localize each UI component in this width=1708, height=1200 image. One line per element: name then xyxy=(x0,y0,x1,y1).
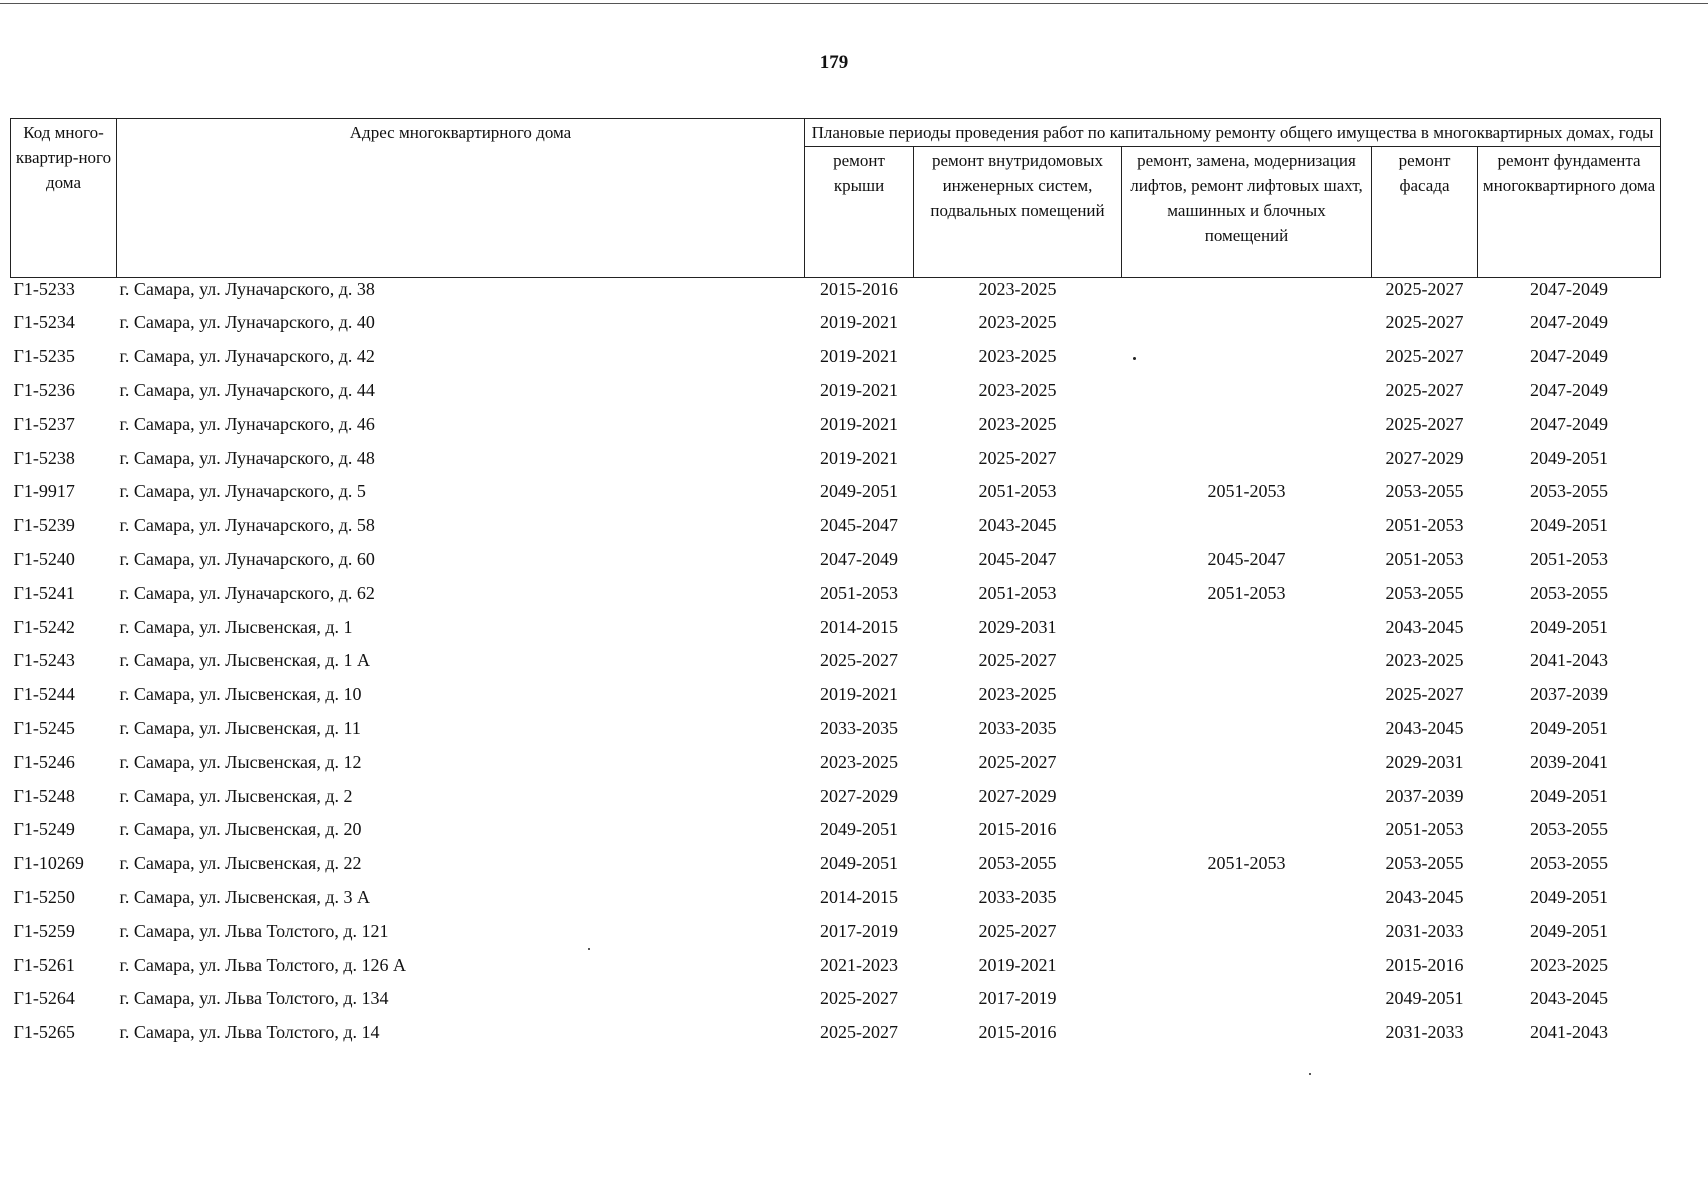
table-row xyxy=(11,779,1661,813)
table-row xyxy=(11,576,1661,610)
row-engineering: 2051-2053 xyxy=(978,582,1057,603)
row-foundation: 2053-2055 xyxy=(1530,853,1609,874)
row-lifts xyxy=(1122,678,1372,712)
row-foundation: 2049-2051 xyxy=(1530,447,1609,468)
row-engineering: 2033-2035 xyxy=(978,717,1057,738)
row-code: Г1-5249 xyxy=(13,819,75,840)
row-foundation: 2049-2051 xyxy=(1530,785,1609,806)
row-code: Г1-9917 xyxy=(13,481,75,502)
table-row xyxy=(11,509,1661,543)
table-row xyxy=(11,745,1661,779)
row-lifts xyxy=(1122,745,1372,779)
row-facade: 2031-2033 xyxy=(1385,1022,1464,1043)
row-facade: 2043-2045 xyxy=(1385,717,1464,738)
row-foundation: 2041-2043 xyxy=(1530,1022,1609,1043)
row-code: Г1-5235 xyxy=(13,346,75,367)
row-engineering: 2015-2016 xyxy=(978,819,1057,840)
row-address: г. Самара, ул. Лысвенская, д. 12 xyxy=(119,751,362,772)
row-address: г. Самара, ул. Лысвенская, д. 22 xyxy=(119,853,362,874)
row-code: Г1-5250 xyxy=(13,886,75,907)
row-facade: 2025-2027 xyxy=(1385,346,1464,367)
table-row xyxy=(11,374,1661,408)
row-code: Г1-5244 xyxy=(13,684,75,705)
row-facade: 2043-2045 xyxy=(1385,616,1464,637)
row-address: г. Самара, ул. Луначарского, д. 40 xyxy=(119,312,375,333)
row-lifts xyxy=(1122,914,1372,948)
row-address: г. Самара, ул. Луначарского, д. 62 xyxy=(119,582,375,603)
row-engineering: 2053-2055 xyxy=(978,853,1057,874)
row-lifts xyxy=(1122,610,1372,644)
row-address: г. Самара, ул. Льва Толстого, д. 14 xyxy=(119,1022,380,1043)
row-code: Г1-5246 xyxy=(13,751,75,772)
row-foundation: 2047-2049 xyxy=(1530,379,1609,400)
row-foundation: 2047-2049 xyxy=(1530,346,1609,367)
row-roof: 2017-2019 xyxy=(820,920,898,941)
table-row xyxy=(11,847,1661,881)
row-facade: 2025-2027 xyxy=(1385,379,1464,400)
row-facade: 2053-2055 xyxy=(1385,481,1464,502)
row-facade: 2027-2029 xyxy=(1385,447,1464,468)
row-code: Г1-5233 xyxy=(13,279,75,299)
row-lifts xyxy=(1122,712,1372,746)
row-code: Г1-5238 xyxy=(13,447,75,468)
row-facade: 2053-2055 xyxy=(1385,853,1464,874)
row-engineering: 2045-2047 xyxy=(978,548,1057,569)
table-row xyxy=(11,278,1661,307)
row-facade: 2029-2031 xyxy=(1385,751,1464,772)
row-facade: 2037-2039 xyxy=(1385,785,1464,806)
header-foundation: ремонт фундамента многоквартирного дома xyxy=(1478,147,1661,278)
row-lifts: 2045-2047 xyxy=(1207,548,1286,569)
table-header xyxy=(11,119,1661,278)
row-code: Г1-10269 xyxy=(13,853,84,874)
row-foundation: 2053-2055 xyxy=(1530,582,1609,603)
header-engineering: ремонт внутридомовых инженерных систем, подвальных помещений xyxy=(914,147,1122,278)
row-foundation: 2049-2051 xyxy=(1530,515,1609,536)
table-row xyxy=(11,644,1661,678)
row-address: г. Самара, ул. Лысвенская, д. 1 А xyxy=(119,650,370,671)
row-roof: 2033-2035 xyxy=(820,717,898,738)
row-foundation: 2047-2049 xyxy=(1530,279,1609,299)
row-foundation: 2049-2051 xyxy=(1530,886,1609,907)
row-roof: 2049-2051 xyxy=(820,481,898,502)
row-facade: 2025-2027 xyxy=(1385,312,1464,333)
row-code: Г1-5265 xyxy=(13,1022,75,1043)
row-address: г. Самара, ул. Лысвенская, д. 2 xyxy=(119,785,353,806)
scan-speck xyxy=(588,948,590,950)
row-engineering: 2025-2027 xyxy=(978,447,1057,468)
row-lifts xyxy=(1122,441,1372,475)
row-code: Г1-5241 xyxy=(13,582,75,603)
row-roof: 2025-2027 xyxy=(820,650,898,671)
row-facade: 2049-2051 xyxy=(1385,988,1464,1009)
row-code: Г1-5236 xyxy=(13,379,75,400)
row-roof: 2019-2021 xyxy=(820,379,898,400)
row-facade: 2025-2027 xyxy=(1385,279,1464,299)
row-code: Г1-5243 xyxy=(13,650,75,671)
row-roof: 2025-2027 xyxy=(820,988,898,1009)
row-engineering: 2023-2025 xyxy=(978,279,1057,299)
row-lifts xyxy=(1122,948,1372,982)
row-code: Г1-5264 xyxy=(13,988,75,1009)
row-roof: 2049-2051 xyxy=(820,853,898,874)
table-row xyxy=(11,441,1661,475)
table-row xyxy=(11,1016,1661,1050)
header-roof: ремонт крыши xyxy=(805,147,914,278)
row-engineering: 2023-2025 xyxy=(978,413,1057,434)
row-address: г. Самара, ул. Луначарского, д. 44 xyxy=(119,379,375,400)
row-lifts xyxy=(1122,779,1372,813)
row-foundation: 2047-2049 xyxy=(1530,312,1609,333)
row-roof: 2019-2021 xyxy=(820,413,898,434)
row-lifts xyxy=(1122,306,1372,340)
row-engineering: 2023-2025 xyxy=(978,684,1057,705)
row-engineering: 2033-2035 xyxy=(978,886,1057,907)
row-engineering: 2015-2016 xyxy=(978,1022,1057,1043)
table-row xyxy=(11,813,1661,847)
row-address: г. Самара, ул. Луначарского, д. 48 xyxy=(119,447,375,468)
row-roof: 2051-2053 xyxy=(820,582,898,603)
row-foundation: 2043-2045 xyxy=(1530,988,1609,1009)
row-engineering: 2025-2027 xyxy=(978,650,1057,671)
row-lifts xyxy=(1122,340,1372,374)
row-facade: 2025-2027 xyxy=(1385,684,1464,705)
scan-speck xyxy=(1133,357,1136,360)
row-roof: 2019-2021 xyxy=(820,346,898,367)
row-code: Г1-5237 xyxy=(13,413,75,434)
table-row xyxy=(11,982,1661,1016)
row-facade: 2053-2055 xyxy=(1385,582,1464,603)
row-lifts xyxy=(1122,278,1372,307)
row-roof: 2047-2049 xyxy=(820,548,898,569)
table-row xyxy=(11,407,1661,441)
row-address: г. Самара, ул. Льва Толстого, д. 126 А xyxy=(119,954,407,975)
row-code: Г1-5248 xyxy=(13,785,75,806)
row-foundation: 2039-2041 xyxy=(1530,751,1609,772)
row-roof: 2049-2051 xyxy=(820,819,898,840)
row-facade: 2051-2053 xyxy=(1385,548,1464,569)
row-facade: 2043-2045 xyxy=(1385,886,1464,907)
row-foundation: 2023-2025 xyxy=(1530,954,1609,975)
row-lifts xyxy=(1122,407,1372,441)
table-row xyxy=(11,340,1661,374)
row-lifts xyxy=(1122,1016,1372,1050)
table-row xyxy=(11,881,1661,915)
row-engineering: 2023-2025 xyxy=(978,379,1057,400)
table-row xyxy=(11,914,1661,948)
header-lifts: ремонт, замена, модернизация лифтов, ремонт лифтовых шахт, машинных и блочных помещений xyxy=(1122,147,1372,278)
row-lifts xyxy=(1122,644,1372,678)
scan-speck xyxy=(1309,1073,1311,1075)
row-engineering: 2017-2019 xyxy=(978,988,1057,1009)
row-roof: 2019-2021 xyxy=(820,447,898,468)
row-address: г. Самара, ул. Льва Толстого, д. 134 xyxy=(119,988,389,1009)
row-foundation: 2051-2053 xyxy=(1530,548,1609,569)
row-engineering: 2025-2027 xyxy=(978,751,1057,772)
row-address: г. Самара, ул. Льва Толстого, д. 121 xyxy=(119,920,389,941)
row-code: Г1-5261 xyxy=(13,954,75,975)
row-roof: 2014-2015 xyxy=(820,886,898,907)
row-foundation: 2053-2055 xyxy=(1530,819,1609,840)
header-code: Код много-квартир-ного дома xyxy=(11,119,117,278)
row-address: г. Самара, ул. Луначарского, д. 60 xyxy=(119,548,375,569)
row-code: Г1-5234 xyxy=(13,312,75,333)
row-engineering: 2043-2045 xyxy=(978,515,1057,536)
row-lifts xyxy=(1122,509,1372,543)
row-foundation: 2053-2055 xyxy=(1530,481,1609,502)
row-roof: 2019-2021 xyxy=(820,684,898,705)
row-foundation: 2049-2051 xyxy=(1530,717,1609,738)
row-roof: 2019-2021 xyxy=(820,312,898,333)
table-row xyxy=(11,948,1661,982)
row-roof: 2014-2015 xyxy=(820,616,898,637)
row-lifts xyxy=(1122,881,1372,915)
header-periods-group: Плановые периоды проведения работ по капитальному ремонту общего имущества в многоквартирных домах, годы xyxy=(805,119,1661,147)
row-lifts: 2051-2053 xyxy=(1207,582,1286,603)
row-code: Г1-5259 xyxy=(13,920,75,941)
table-row xyxy=(11,306,1661,340)
row-address: г. Самара, ул. Луначарского, д. 42 xyxy=(119,346,375,367)
row-roof: 2023-2025 xyxy=(820,751,898,772)
row-roof: 2015-2016 xyxy=(820,279,898,299)
row-code: Г1-5245 xyxy=(13,717,75,738)
row-engineering: 2051-2053 xyxy=(978,481,1057,502)
row-engineering: 2023-2025 xyxy=(978,346,1057,367)
page-top-edge xyxy=(0,3,1708,4)
row-lifts: 2051-2053 xyxy=(1207,481,1286,502)
row-engineering: 2019-2021 xyxy=(978,954,1057,975)
row-lifts xyxy=(1122,813,1372,847)
row-lifts: 2051-2053 xyxy=(1207,853,1286,874)
table-row xyxy=(11,610,1661,644)
row-address: г. Самара, ул. Луначарского, д. 58 xyxy=(119,515,375,536)
row-foundation: 2049-2051 xyxy=(1530,616,1609,637)
row-foundation: 2041-2043 xyxy=(1530,650,1609,671)
row-engineering: 2025-2027 xyxy=(978,920,1057,941)
row-address: г. Самара, ул. Луначарского, д. 5 xyxy=(119,481,366,502)
row-roof: 2025-2027 xyxy=(820,1022,898,1043)
row-code: Г1-5242 xyxy=(13,616,75,637)
row-facade: 2051-2053 xyxy=(1385,819,1464,840)
table-row xyxy=(11,678,1661,712)
row-address: г. Самара, ул. Лысвенская, д. 1 xyxy=(119,616,353,637)
row-address: г. Самара, ул. Лысвенская, д. 20 xyxy=(119,819,362,840)
row-lifts xyxy=(1122,982,1372,1016)
row-facade: 2023-2025 xyxy=(1385,650,1464,671)
row-address: г. Самара, ул. Луначарского, д. 38 xyxy=(119,279,375,299)
row-engineering: 2027-2029 xyxy=(978,785,1057,806)
table-body xyxy=(11,278,1661,1050)
row-foundation: 2047-2049 xyxy=(1530,413,1609,434)
row-address: г. Самара, ул. Лысвенская, д. 10 xyxy=(119,684,362,705)
row-roof: 2045-2047 xyxy=(820,515,898,536)
table-row xyxy=(11,475,1661,509)
row-engineering: 2029-2031 xyxy=(978,616,1057,637)
row-address: г. Самара, ул. Лысвенская, д. 11 xyxy=(119,717,361,738)
row-engineering: 2023-2025 xyxy=(978,312,1057,333)
row-facade: 2031-2033 xyxy=(1385,920,1464,941)
row-roof: 2021-2023 xyxy=(820,954,898,975)
table-row xyxy=(11,712,1661,746)
header-address: Адрес многоквартирного дома xyxy=(117,119,805,278)
row-code: Г1-5239 xyxy=(13,515,75,536)
header-facade: ремонт фасада xyxy=(1372,147,1478,278)
row-facade: 2051-2053 xyxy=(1385,515,1464,536)
row-address: г. Самара, ул. Лысвенская, д. 3 А xyxy=(119,886,370,907)
row-roof: 2027-2029 xyxy=(820,785,898,806)
row-lifts xyxy=(1122,374,1372,408)
row-code: Г1-5240 xyxy=(13,548,75,569)
row-address: г. Самара, ул. Луначарского, д. 46 xyxy=(119,413,375,434)
page-number: 179 xyxy=(819,52,849,73)
row-facade: 2015-2016 xyxy=(1385,954,1464,975)
row-facade: 2025-2027 xyxy=(1385,413,1464,434)
table-row xyxy=(11,543,1661,577)
row-foundation: 2037-2039 xyxy=(1530,684,1609,705)
row-foundation: 2049-2051 xyxy=(1530,920,1609,941)
capital-repair-table xyxy=(10,118,1661,1050)
